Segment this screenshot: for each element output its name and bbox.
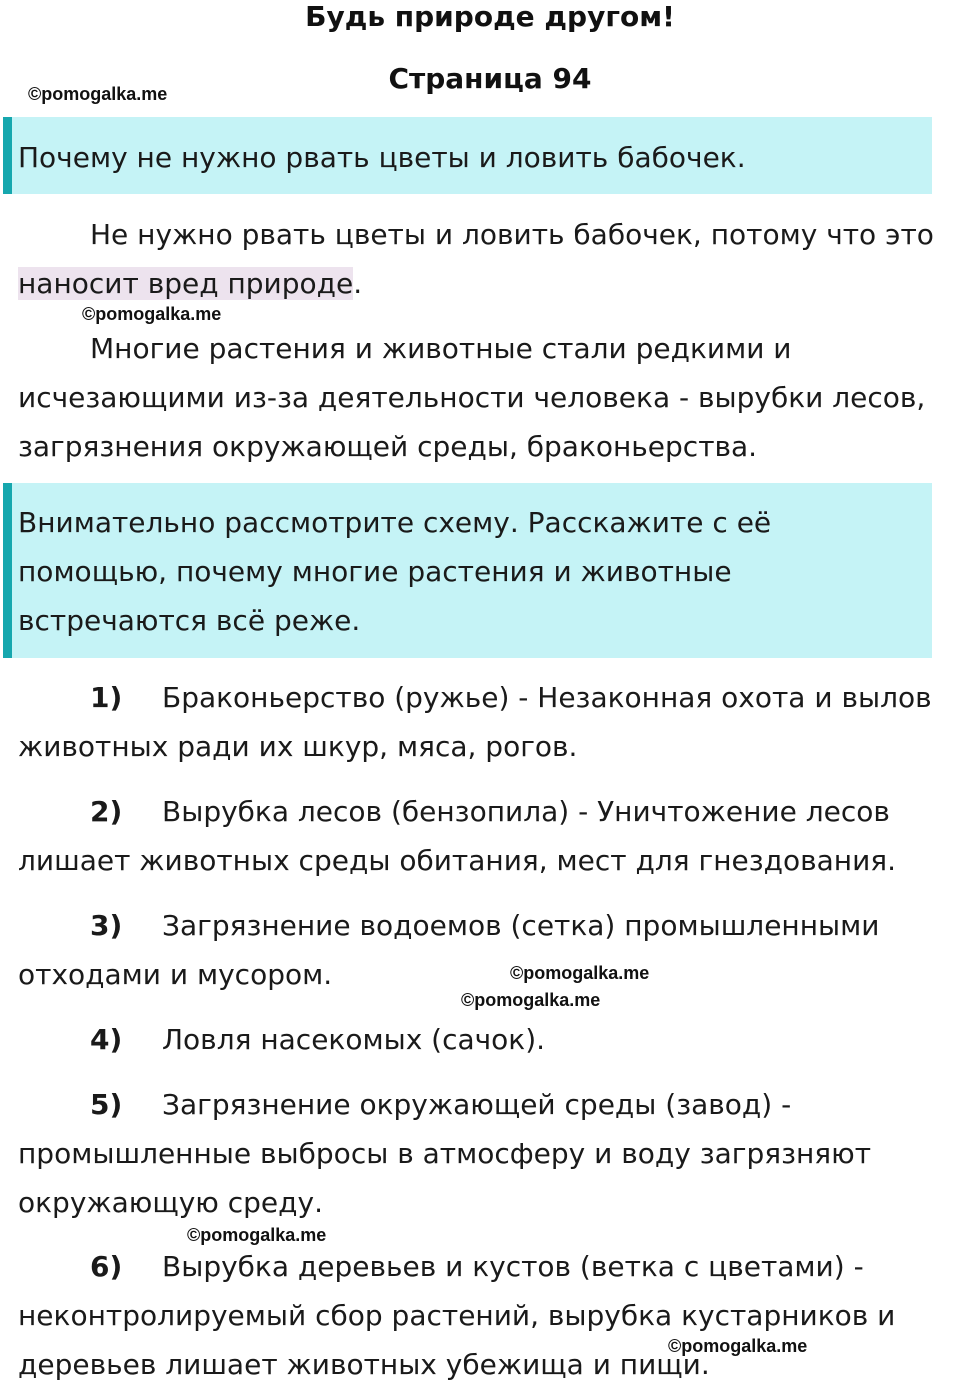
item-number: 2) bbox=[90, 795, 123, 828]
item-number: 1) bbox=[90, 681, 123, 714]
watermark: ©pomogalka.me bbox=[461, 990, 601, 1010]
answer-1-line: исчезающими из-за деятельности человека - вырубки лесов, bbox=[18, 381, 926, 414]
page-title: Будь природе другом! bbox=[305, 0, 675, 33]
item-number: 5) bbox=[90, 1088, 123, 1121]
item-text: отходами и мусором. bbox=[18, 958, 333, 991]
item-text: Вырубка деревьев и кустов (ветка с цветами) - bbox=[162, 1250, 864, 1283]
highlighted-text: наносит вред природе bbox=[18, 267, 354, 300]
item-number: 4) bbox=[90, 1023, 123, 1056]
answer-1-line: загрязнения окружающей среды, браконьерства. bbox=[18, 430, 758, 463]
list-item bbox=[90, 1242, 864, 1291]
watermark: ©pomogalka.me bbox=[668, 1336, 808, 1356]
answer-1-punct: . bbox=[353, 267, 363, 300]
watermark: ©pomogalka.me bbox=[510, 963, 650, 983]
watermark: ©pomogalka.me bbox=[82, 304, 222, 324]
item-number: 3) bbox=[90, 909, 123, 942]
question-2-line: Внимательно рассмотрите схему. Расскажите с её bbox=[18, 506, 772, 539]
watermark: ©pomogalka.me bbox=[187, 1225, 327, 1245]
question-1-text: Почему не нужно рвать цветы и ловить бабочек. bbox=[18, 141, 746, 174]
question-2-line: встречаются всё реже. bbox=[18, 604, 361, 637]
item-text: Вырубка лесов (бензопила) - Уничтожение лесов bbox=[162, 795, 890, 828]
answer-1-line: Многие растения и животные стали редкими и bbox=[90, 332, 792, 365]
item-text: Браконьерство (ружье) - Незаконная охота и вылов bbox=[162, 681, 932, 714]
answer-1-line: Не нужно рвать цветы и ловить бабочек, потому что это bbox=[90, 218, 934, 251]
item-text: Загрязнение окружающей среды (завод) - bbox=[162, 1088, 792, 1121]
item-text: неконтролируемый сбор растений, вырубка кустарников и bbox=[18, 1299, 896, 1332]
list-item bbox=[90, 901, 879, 950]
list-item bbox=[90, 1080, 791, 1129]
item-text: лишает животных среды обитания, мест для гнездования. bbox=[18, 844, 897, 877]
item-text: деревьев лишает животных убежища и пищи. bbox=[18, 1348, 710, 1381]
item-text: животных ради их шкур, мяса, рогов. bbox=[18, 730, 578, 763]
item-text: Ловля насекомых (сачок). bbox=[162, 1023, 546, 1056]
page-number-heading: Страница 94 bbox=[388, 62, 592, 95]
list-item bbox=[90, 787, 890, 836]
watermark: ©pomogalka.me bbox=[28, 84, 168, 104]
item-text: окружающую среду. bbox=[18, 1186, 323, 1219]
item-number: 6) bbox=[90, 1250, 123, 1283]
item-text: промышленные выбросы в атмосферу и воду загрязняют bbox=[18, 1137, 872, 1170]
list-item bbox=[90, 673, 932, 722]
item-text: Загрязнение водоемов (сетка) промышленными bbox=[162, 909, 880, 942]
question-2-line: помощью, почему многие растения и животные bbox=[18, 555, 732, 588]
answer-1-line bbox=[18, 259, 362, 308]
list-item bbox=[90, 1015, 545, 1064]
